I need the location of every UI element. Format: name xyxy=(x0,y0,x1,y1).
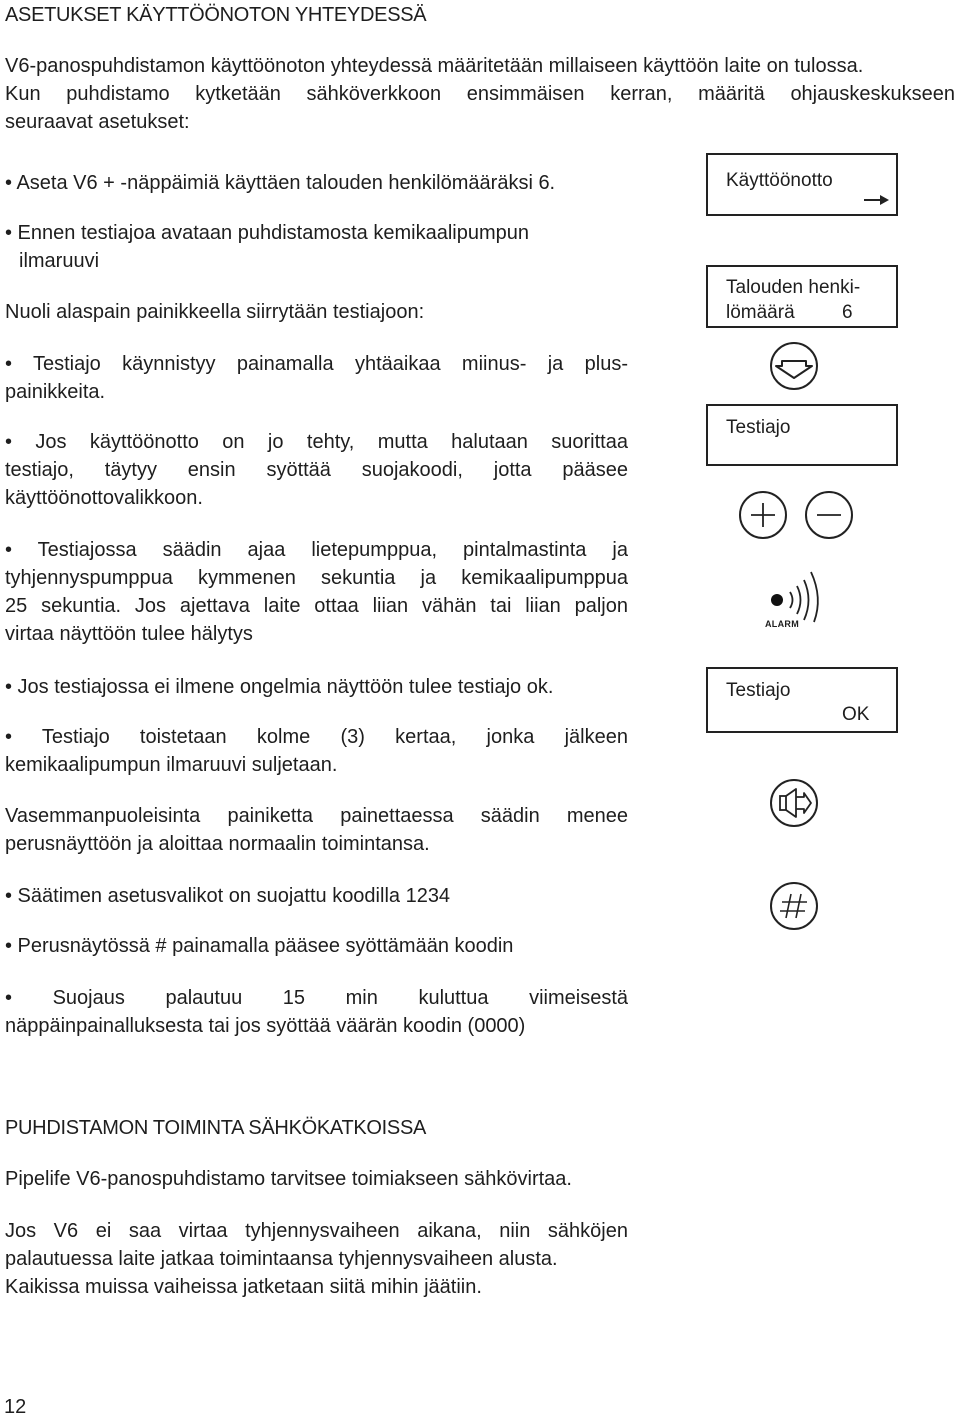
arrow-down-instruction: Nuoli alaspain painikkeella siirrytään testiajoon: xyxy=(5,301,425,323)
bullet-test-start-2: painikkeita. xyxy=(5,381,106,403)
intro-line-1: V6-panospuhdistamon käyttöönoton yhteydessä määritetään millaiseen käyttöön laite on tulossa. xyxy=(5,55,864,77)
bullet-code-protection: • Säätimen asetusvalikot on suojattu koodilla 1234 xyxy=(5,885,451,907)
left-button-paragraph-1: Vasemmanpuoleisinta painiketta painettaessa säädin menee xyxy=(5,805,628,827)
bullet-code-2: testiajo, täytyy ensin syöttää suojakoodi, jotta pääsee xyxy=(5,459,628,481)
display-household-label-1: Talouden henki- xyxy=(726,277,861,298)
power-paragraph-1: Pipelife V6-panospuhdistamo tarvitsee toimiakseen sähkövirtaa. xyxy=(5,1168,572,1190)
bullet-hash-entry: • Perusnäytössä # painamalla pääsee syöttämään koodin xyxy=(5,935,514,957)
bullet-protection-reset-2: näppäinpainalluksesta tai jos syöttää väärän koodin (0000) xyxy=(5,1015,526,1037)
alarm-label: ALARM xyxy=(765,619,799,629)
bullet-testrun-3: 25 sekuntia. Jos ajettava laite ottaa liian vähän tai liian paljon xyxy=(5,595,628,617)
display-testiajo-ok-value: OK xyxy=(842,704,870,725)
display-household xyxy=(706,265,898,328)
speaker-button-icon[interactable] xyxy=(766,777,822,829)
display-household-value: 6 xyxy=(842,302,853,323)
plus-button-icon[interactable] xyxy=(736,489,790,541)
hash-button-icon[interactable] xyxy=(766,880,822,932)
display-testiajo-ok xyxy=(706,667,898,733)
left-button-paragraph-2: perusnäyttöön ja aloittaa normaalin toimintansa. xyxy=(5,833,430,855)
bullet-protection-reset-1: • Suojaus palautuu 15 min kuluttua viimeisestä xyxy=(5,987,628,1009)
alarm-icon xyxy=(760,566,836,624)
bullet-before-test-2: ilmaruuvi xyxy=(19,250,100,272)
power-paragraph-2-line-2: palautuessa laite jatkaa toimintaansa tyhjennysvaiheen alusta. xyxy=(5,1248,558,1270)
arrow-down-button-icon[interactable] xyxy=(766,340,822,392)
power-paragraph-2-line-3: Kaikissa muissa vaiheissa jatketaan siitä mihin jäätiin. xyxy=(5,1276,482,1298)
bullet-before-test-1: • Ennen testiajoa avataan puhdistamosta kemikaalipumpun xyxy=(5,222,529,244)
display-kayttoonotto xyxy=(706,153,898,216)
display-household-label-2: lömäärä xyxy=(726,302,795,323)
display-testiajo-ok-label: Testiajo xyxy=(726,680,791,701)
intro-line-3: seuraavat asetukset: xyxy=(5,111,190,133)
bullet-testrun-2: tyhjennyspumppua kymmenen sekuntia ja kemikaalipumppua xyxy=(5,567,628,589)
intro-line-2: Kun puhdistamo kytketään sähköverkkoon ensimmäisen kerran, määritä ohjauskeskukseen xyxy=(5,83,955,105)
bullet-set-household: • Aseta V6 + -näppäimiä käyttäen talouden henkilömääräksi 6. xyxy=(5,172,556,194)
bullet-testrun-1: • Testiajossa säädin ajaa lietepumppua, pintalmastinta ja xyxy=(5,539,628,561)
section-heading-power-outage: PUHDISTAMON TOIMINTA SÄHKÖKATKOISSA xyxy=(5,1117,427,1139)
display-testiajo xyxy=(706,404,898,466)
bullet-repeat-1: • Testiajo toistetaan kolme (3) kertaa, jonka jälkeen xyxy=(5,726,628,748)
bullet-test-start-1: • Testiajo käynnistyy painamalla yhtäaikaa miinus- ja plus- xyxy=(5,353,628,375)
bullet-test-ok: • Jos testiajossa ei ilmene ongelmia näyttöön tulee testiajo ok. xyxy=(5,676,554,698)
arrow-right-icon xyxy=(862,193,890,207)
power-paragraph-2-line-1: Jos V6 ei saa virtaa tyhjennysvaiheen aikana, niin sähköjen xyxy=(5,1220,628,1242)
bullet-code-3: käyttöönottovalikkoon. xyxy=(5,487,203,509)
minus-button-icon[interactable] xyxy=(802,489,856,541)
page-number: 12 xyxy=(4,1396,27,1418)
bullet-repeat-2: kemikaalipumpun ilmaruuvi suljetaan. xyxy=(5,754,338,776)
bullet-testrun-4: virtaa näyttöön tulee hälytys xyxy=(5,623,253,645)
display-testiajo-label: Testiajo xyxy=(726,417,791,438)
section-heading-setup: ASETUKSET KÄYTTÖÖNOTON YHTEYDESSÄ xyxy=(5,4,427,26)
display-kayttoonotto-label: Käyttöönotto xyxy=(726,170,833,191)
bullet-code-1: • Jos käyttöönotto on jo tehty, mutta halutaan suorittaa xyxy=(5,431,628,453)
